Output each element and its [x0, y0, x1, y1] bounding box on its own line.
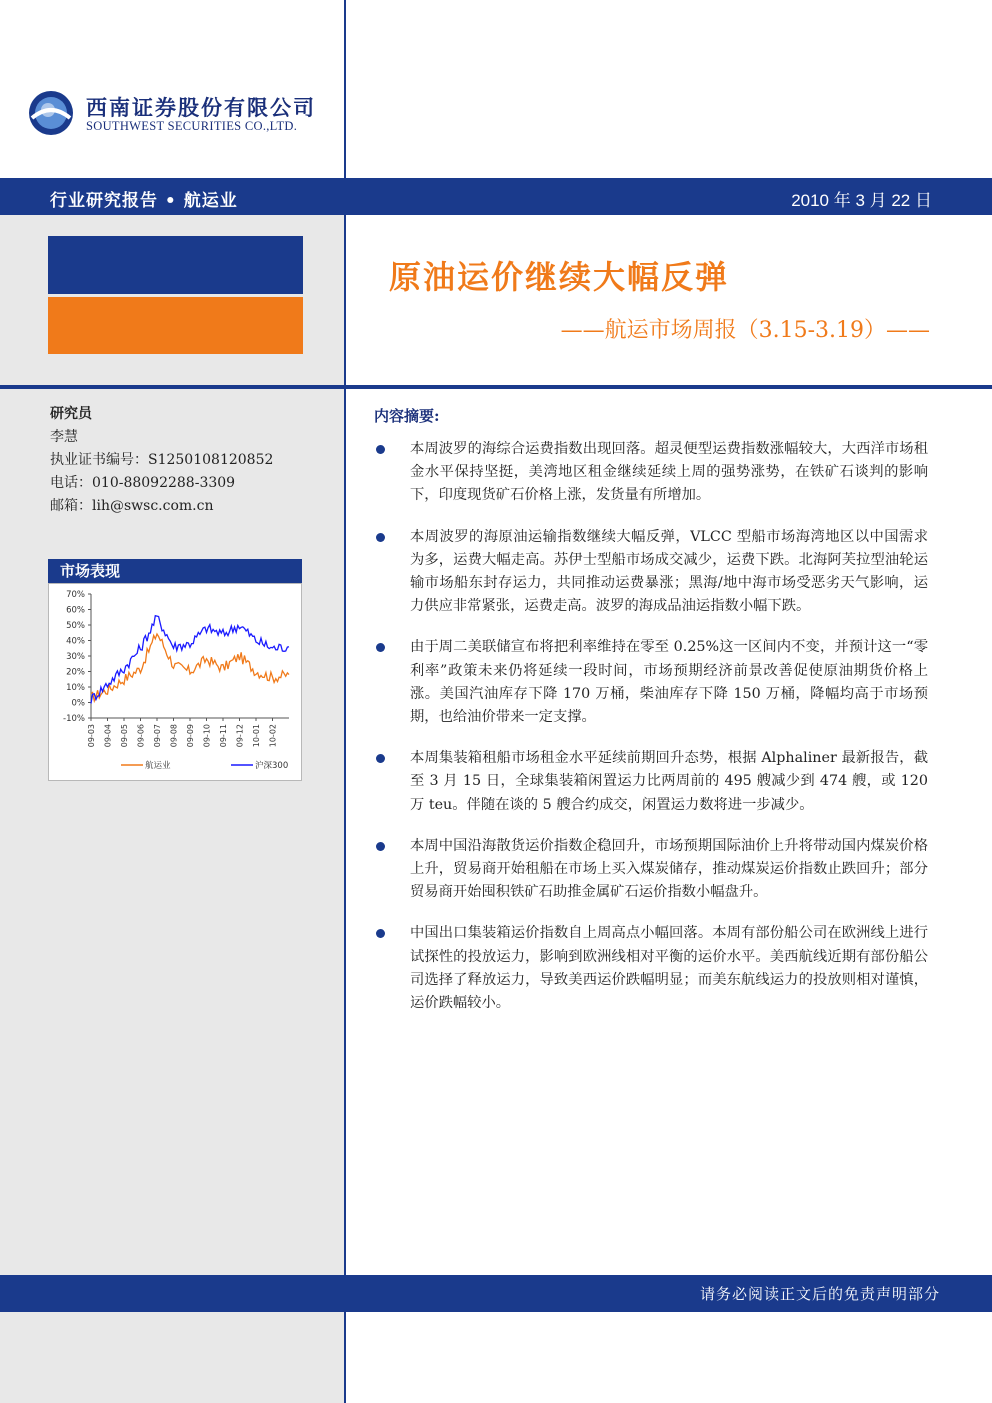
bullet-text: 本周中国沿海散货运价指数企稳回升，市场预期国际油价上升将带动国内煤炭价格上升，贸易商开始租船在市场上买入煤炭储存，推动煤炭运价指数止跌回升；部分贸易商开始囤积铁矿石助推金属矿石运价指数小幅盘升。	[410, 837, 928, 901]
analyst-role: 研究员	[50, 406, 92, 422]
bullet-text: 本周集装箱租船市场租金水平延续前期回升态势，根据 Alphaliner 最新报告，截至 3 月 15 日，全球集装箱闲置运力比两周前的 495 艘减少到 474 艘，或 120 万 teu。伴随在谈的 5 艘合约成交，闲置运力数将进一步减少。	[410, 750, 928, 813]
header-bar	[0, 178, 992, 215]
y-tick-label: 40%	[66, 636, 85, 647]
disclaimer-text: 请务必阅读正文后的免责声明部分	[699, 1285, 940, 1303]
x-tick-label: 09-03	[87, 724, 96, 748]
x-tick-label: 09-12	[235, 724, 245, 748]
analyst-info	[50, 403, 273, 518]
bullet-text: 本周波罗的海原油运输指数继续大幅反弹，VLCC 型船市场海湾地区以中国需求为多，运费大幅走高。苏伊士型船市场成交减少，运费下跌。北海阿芙拉型油轮运输市场船东封存运力，共同推动运费暴涨；黑海/地中海市场受恶劣天气影响，运力供应非常紧张，运费走高。波罗的海成品油运指数小幅下跌。	[410, 528, 928, 615]
analyst-license: 执业证书编号：S1250108120852	[50, 452, 274, 468]
company-logo-icon	[26, 88, 76, 138]
chart-svg	[49, 584, 301, 780]
bullet-text: 中国出口集装箱运价指数自上周高点小幅回落。本周有部份船公司在欧洲线上进行试探性的投放运力，影响到欧洲线相对平衡的运价水平。美西航线近期有部份船公司选择了释放运力，导致美西运价跌幅明显；而美东航线运力的投放则相对谨慎，运价跌幅较小。	[410, 925, 928, 1012]
y-tick-label: 10%	[66, 683, 85, 693]
bullet-dot-icon	[376, 445, 385, 454]
analyst-phone: 电话：010-88092288-3309	[50, 475, 236, 491]
company-name-cn: 西南证券股份有限公司	[86, 95, 316, 120]
y-tick-label: 50%	[66, 621, 85, 631]
bullet-dot-icon	[376, 842, 385, 851]
report-title: 原油运价继续大幅反弹	[389, 258, 730, 296]
bullet-dot-icon	[376, 643, 385, 652]
x-tick-label: 10-02	[268, 724, 278, 748]
x-tick-label: 09-08	[169, 724, 179, 748]
section-separator	[0, 385, 992, 389]
summary-bullet	[372, 747, 928, 817]
x-tick-label: 09-10	[202, 724, 212, 748]
x-tick-label: 09-07	[153, 724, 162, 748]
report-category: 行业研究报告 • 航运业	[50, 191, 238, 211]
summary-bullet	[372, 438, 928, 508]
market-performance-label: 市场表现	[48, 559, 302, 583]
company-name-en: SOUTHWEST SECURITIES CO.,LTD.	[86, 119, 298, 133]
x-tick-label: 09-06	[136, 724, 146, 748]
analyst-name: 李慧	[50, 429, 78, 445]
x-tick-label: 10-01	[252, 724, 261, 748]
logo-area	[0, 0, 344, 178]
market-performance-chart	[48, 583, 302, 781]
summary-bullets	[372, 438, 928, 1033]
bullet-dot-icon	[376, 754, 385, 763]
bullet-dot-icon	[376, 929, 385, 938]
y-tick-label: 60%	[66, 605, 85, 616]
x-tick-label: 09-11	[219, 724, 228, 748]
summary-title: 内容摘要:	[374, 407, 440, 425]
report-subtitle: ——航运市场周报（3.15-3.19）——	[560, 318, 930, 343]
x-tick-label: 09-04	[103, 724, 113, 748]
y-tick-label: 0%	[71, 698, 85, 709]
y-tick-label: 20%	[66, 667, 85, 678]
y-tick-label: 70%	[66, 590, 85, 600]
decorative-blue-block	[48, 236, 303, 294]
summary-bullet	[372, 922, 928, 1015]
summary-bullet	[372, 835, 928, 905]
bullet-text: 由于周二美联储宣布将把利率维持在零至 0.25%这一区间内不变，并预计这一“零利率”政策未来仍将延续一段时间，市场预期经济前景改善促使原油期货价格上涨。美国汽油库存下降 170 万桶，柴油库存下降 150 万桶，降幅均高于市场预期，也给油价带来一定支撑。	[410, 639, 928, 726]
x-tick-label: 09-09	[186, 724, 195, 748]
bullet-dot-icon	[376, 533, 385, 542]
summary-bullet	[372, 526, 928, 619]
analyst-email: 邮箱：lih@swsc.com.cn	[50, 498, 214, 514]
summary-bullet	[372, 636, 928, 729]
x-tick-label: 09-05	[120, 724, 129, 748]
footer-bar	[0, 1275, 992, 1312]
report-date: 2010 年 3 月 22 日	[791, 191, 932, 210]
series-line-1	[91, 616, 289, 704]
legend-label: 沪深300	[255, 761, 289, 771]
decorative-orange-block	[48, 297, 303, 354]
bullet-text: 本周波罗的海综合运费指数出现回落。超灵便型运费指数涨幅较大，大西洋市场租金水平保持坚挺，美湾地区租金继续延续上周的强势涨势，在铁矿石谈判的影响下，印度现货矿石价格上涨，发货量有所增加。	[410, 441, 928, 504]
y-tick-label: 30%	[66, 652, 85, 662]
legend-label: 航运业	[145, 761, 171, 771]
y-tick-label: -10%	[63, 714, 85, 724]
